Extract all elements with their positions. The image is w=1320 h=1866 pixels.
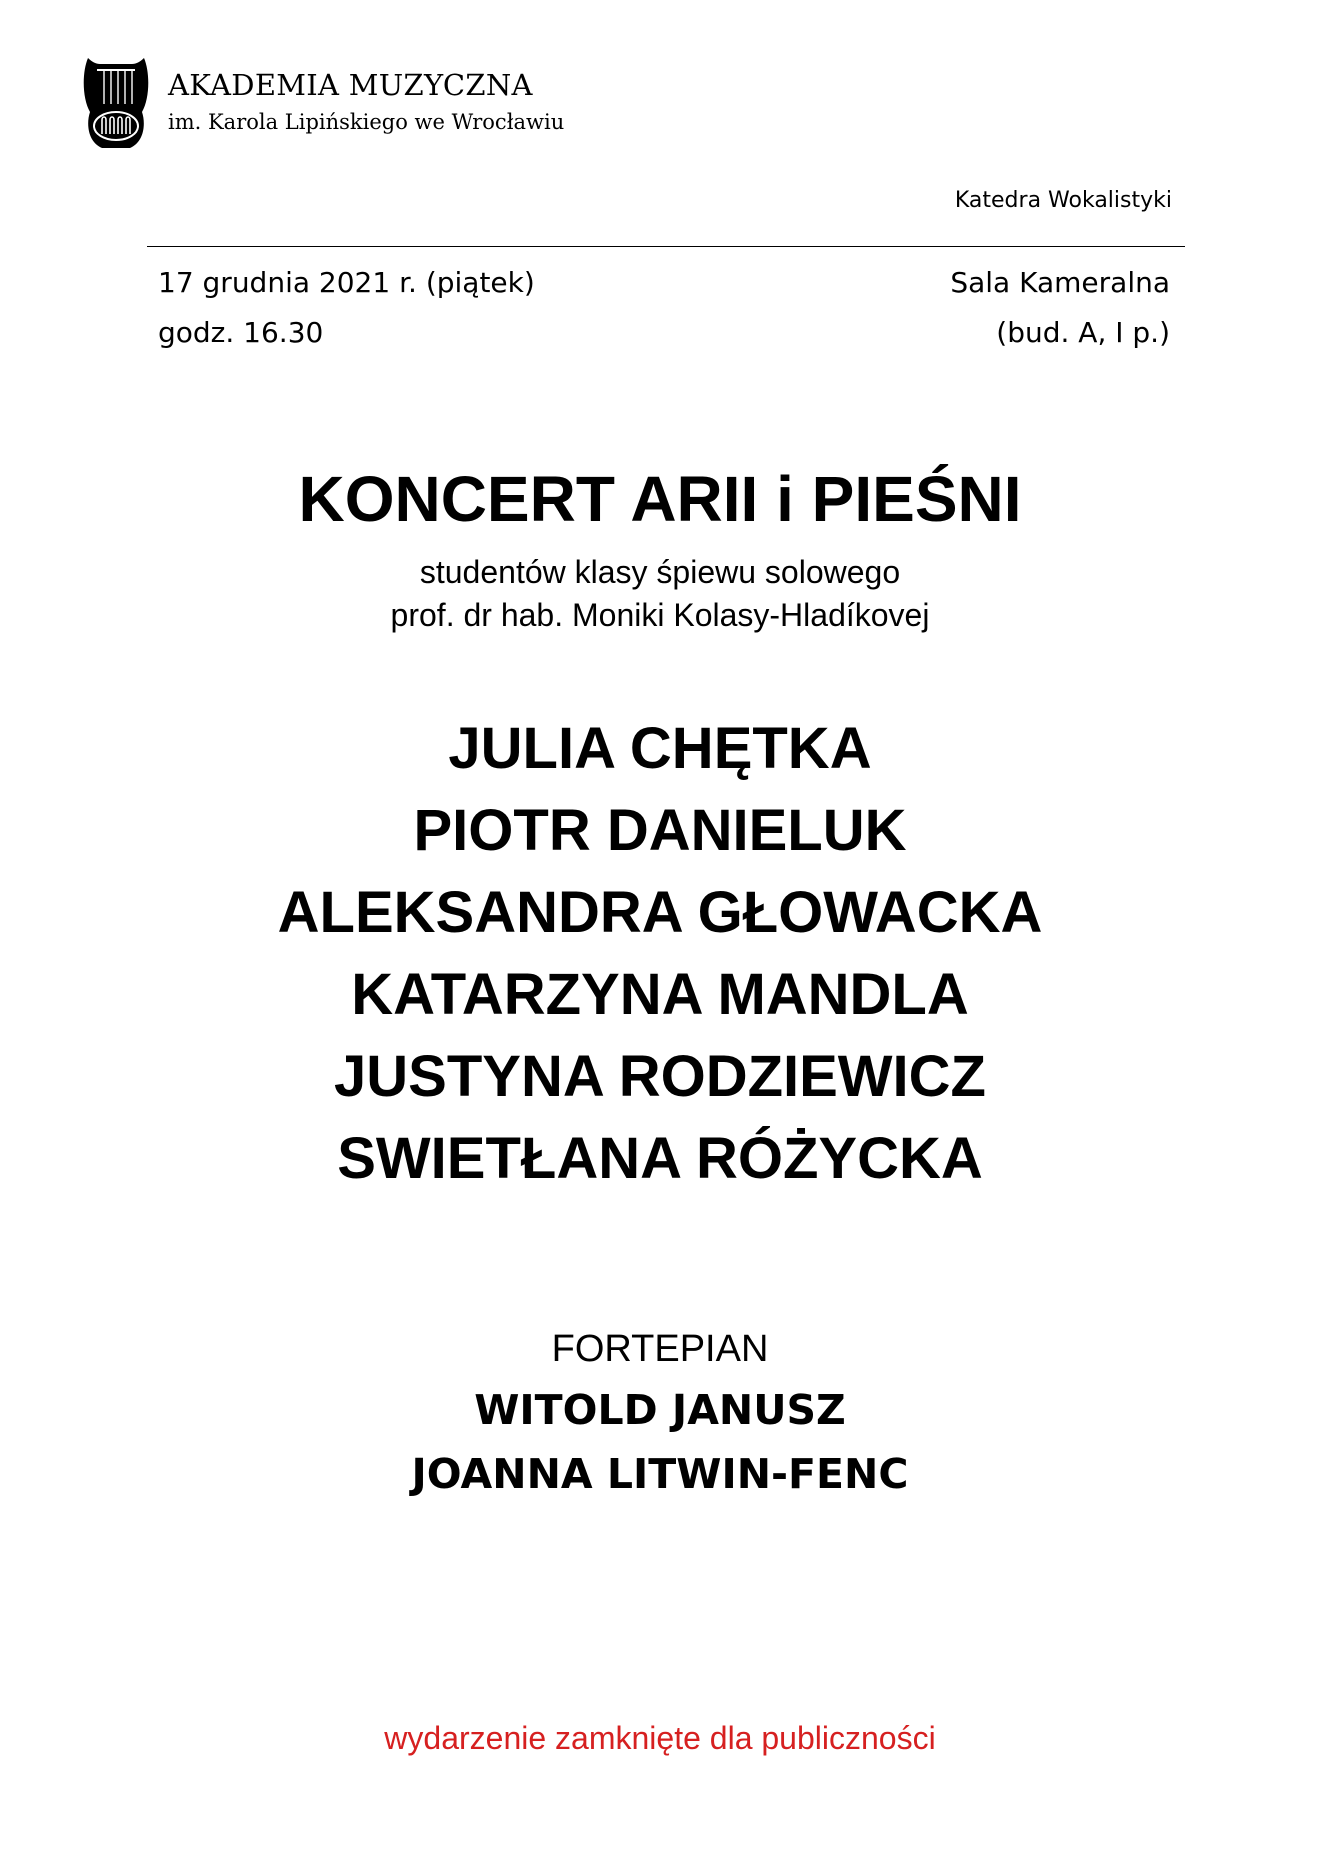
institution-name: AKADEMIA MUZYCZNA [168, 68, 533, 102]
header-divider [147, 246, 1185, 247]
pianist-name: JOANNA LITWIN-FENC [411, 1450, 909, 1498]
concert-subtitle-line2: prof. dr hab. Moniki Kolasy-Hladíkovej [390, 597, 930, 633]
performer-name: JULIA CHĘTKA [448, 716, 872, 781]
closed-event-notice: wydarzenie zamknięte dla publiczności [384, 1720, 936, 1756]
performer-name: KATARZYNA MANDLA [351, 962, 969, 1027]
concert-subtitle-line1: studentów klasy śpiewu solowego [419, 554, 901, 590]
event-venue: Sala Kameralna [950, 266, 1170, 299]
performer-list [0, 708, 1320, 1200]
event-date: 17 grudnia 2021 r. (piątek) [158, 266, 535, 299]
performer-name: PIOTR DANIELUK [413, 798, 907, 863]
pianist-list [0, 1378, 1320, 1506]
piano-label: FORTEPIAN [551, 1328, 769, 1370]
event-venue-detail: (bud. A, I p.) [996, 316, 1170, 349]
academy-logo-icon [80, 52, 152, 152]
event-time: godz. 16.30 [158, 316, 324, 349]
department-name: Katedra Wokalistyki [954, 188, 1172, 213]
performer-name: ALEKSANDRA GŁOWACKA [277, 880, 1043, 945]
institution-subtitle: im. Karola Lipińskiego we Wrocławiu [168, 110, 565, 134]
performer-name: SWIETŁANA RÓŻYCKA [337, 1126, 983, 1191]
pianist-name: WITOLD JANUSZ [474, 1386, 846, 1434]
concert-title: KONCERT ARII i PIEŚNI [298, 463, 1022, 535]
performer-name: JUSTYNA RODZIEWICZ [334, 1044, 986, 1109]
